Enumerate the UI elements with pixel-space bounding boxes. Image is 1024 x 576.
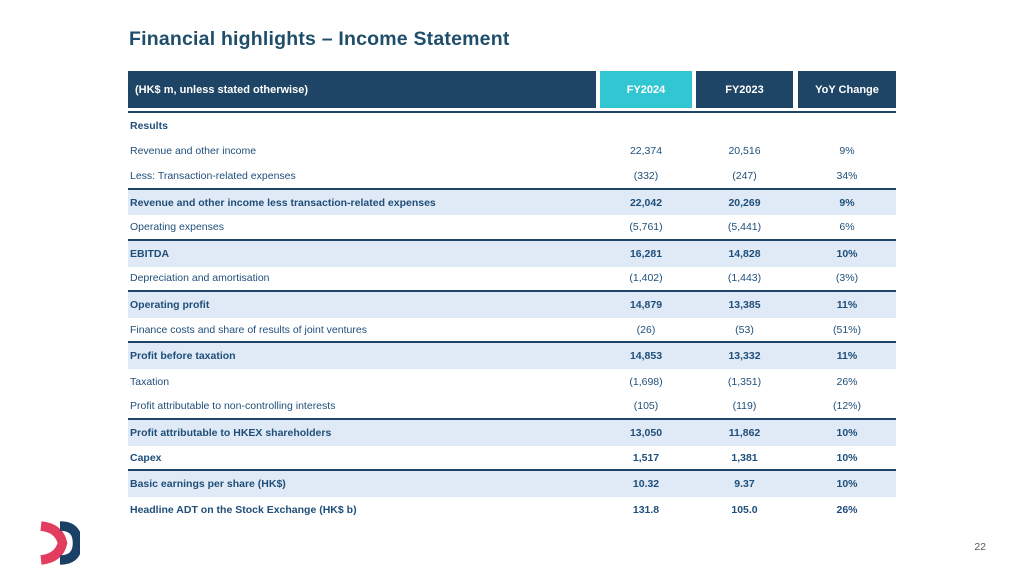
row-fy2024-value: (105) [633, 400, 659, 413]
row-fy2023-value: 14,828 [728, 247, 761, 260]
income-statement-table [128, 71, 896, 523]
table-header-fy2023: FY2023 [696, 71, 793, 108]
row-fy2023-value: 1,381 [731, 451, 758, 464]
row-yoy-value: (12%) [832, 400, 861, 413]
table-row [128, 113, 896, 139]
table-row [128, 369, 896, 395]
row-yoy-value: 10% [836, 451, 858, 464]
row-yoy-value: 10% [836, 247, 858, 260]
row-yoy-value: (3%) [835, 272, 859, 285]
row-fy2024-value: 131.8 [632, 503, 660, 516]
table-header-label: (HK$ m, unless stated otherwise) [128, 71, 596, 108]
row-fy2023-value: (5,441) [727, 221, 762, 234]
table-row [128, 190, 896, 216]
row-yoy-value: 10% [836, 426, 858, 439]
page-number: 22 [974, 541, 986, 553]
row-fy2024-value: 14,853 [629, 350, 663, 363]
row-label: Profit attributable to HKEX shareholders [130, 426, 332, 439]
row-yoy-value: 11% [836, 350, 858, 363]
row-label: Basic earnings per share (HK$) [130, 478, 286, 491]
row-label: Profit attributable to non-controlling interests [130, 400, 336, 413]
table-row [128, 241, 896, 267]
row-fy2023-value: (1,443) [727, 272, 762, 285]
row-label: Profit before taxation [130, 350, 236, 363]
table-row [128, 164, 896, 190]
hkex-logo [33, 520, 80, 566]
row-fy2024-value: 22,042 [629, 196, 663, 209]
row-fy2024-value: 14,879 [629, 298, 663, 311]
row-label: Revenue and other income [130, 145, 257, 158]
table-header-row [128, 71, 896, 108]
table-row [128, 343, 896, 369]
row-fy2023-value: (1,351) [727, 375, 762, 388]
slide-title: Financial highlights – Income Statement [129, 28, 510, 50]
row-fy2024-value: (1,698) [629, 375, 663, 388]
row-label: Operating expenses [130, 221, 224, 234]
hkex-logo-red-shape [41, 526, 63, 560]
table-header-yoy-change: YoY Change [798, 71, 896, 108]
row-fy2023-value: 105.0 [731, 503, 758, 516]
row-label: EBITDA [130, 247, 170, 260]
row-yoy-value: (51%) [832, 323, 861, 336]
row-yoy-value: 6% [839, 221, 855, 234]
table-row [128, 471, 896, 497]
row-fy2023-value: 13,385 [728, 298, 761, 311]
row-yoy-value: 26% [836, 503, 858, 516]
row-fy2024-value: 16,281 [629, 247, 663, 260]
row-fy2023-value: 11,862 [728, 426, 761, 439]
table-row [128, 139, 896, 165]
row-label: Depreciation and amortisation [130, 272, 270, 285]
row-fy2023-value: (119) [732, 400, 757, 413]
row-label: Finance costs and share of results of joint ventures [130, 323, 367, 336]
row-yoy-value: 11% [836, 298, 858, 311]
row-label: Less: Transaction-related expenses [130, 169, 296, 182]
row-label: Taxation [130, 375, 170, 388]
row-fy2023-value: 13,332 [728, 350, 761, 363]
row-fy2023-value: (247) [732, 169, 757, 182]
table-row [128, 318, 896, 344]
table-row [128, 215, 896, 241]
table-row [128, 497, 896, 523]
table-row [128, 446, 896, 472]
table-row [128, 395, 896, 421]
row-label: Headline ADT on the Stock Exchange (HK$ b) [130, 503, 357, 516]
row-fy2024-value: 1,517 [632, 451, 660, 464]
table-body [128, 111, 896, 523]
row-yoy-value: 9% [839, 145, 855, 158]
row-label: Revenue and other income less transaction-related expenses [130, 196, 436, 209]
row-fy2023-value: (53) [735, 323, 754, 336]
row-fy2024-value: (1,402) [629, 272, 663, 285]
table-row [128, 292, 896, 318]
row-fy2024-value: (5,761) [629, 221, 663, 234]
row-fy2023-value: 20,269 [728, 196, 761, 209]
row-fy2023-value: 20,516 [728, 145, 761, 158]
row-label: Operating profit [130, 298, 210, 311]
row-yoy-value: 9% [839, 196, 855, 209]
row-fy2024-value: 22,374 [629, 145, 663, 158]
row-fy2023-value: 9.37 [734, 478, 755, 491]
row-yoy-value: 10% [836, 478, 858, 491]
row-fy2024-value: 13,050 [629, 426, 663, 439]
table-header-fy2024: FY2024 [600, 71, 692, 108]
row-label: Results [130, 119, 168, 132]
row-yoy-value: 26% [836, 375, 858, 388]
table-row [128, 267, 896, 293]
row-fy2024-value: (332) [633, 169, 659, 182]
row-label: Capex [130, 451, 162, 464]
row-yoy-value: 34% [836, 169, 858, 182]
row-fy2024-value: (26) [636, 323, 656, 336]
row-fy2024-value: 10.32 [632, 478, 660, 491]
table-row [128, 420, 896, 446]
